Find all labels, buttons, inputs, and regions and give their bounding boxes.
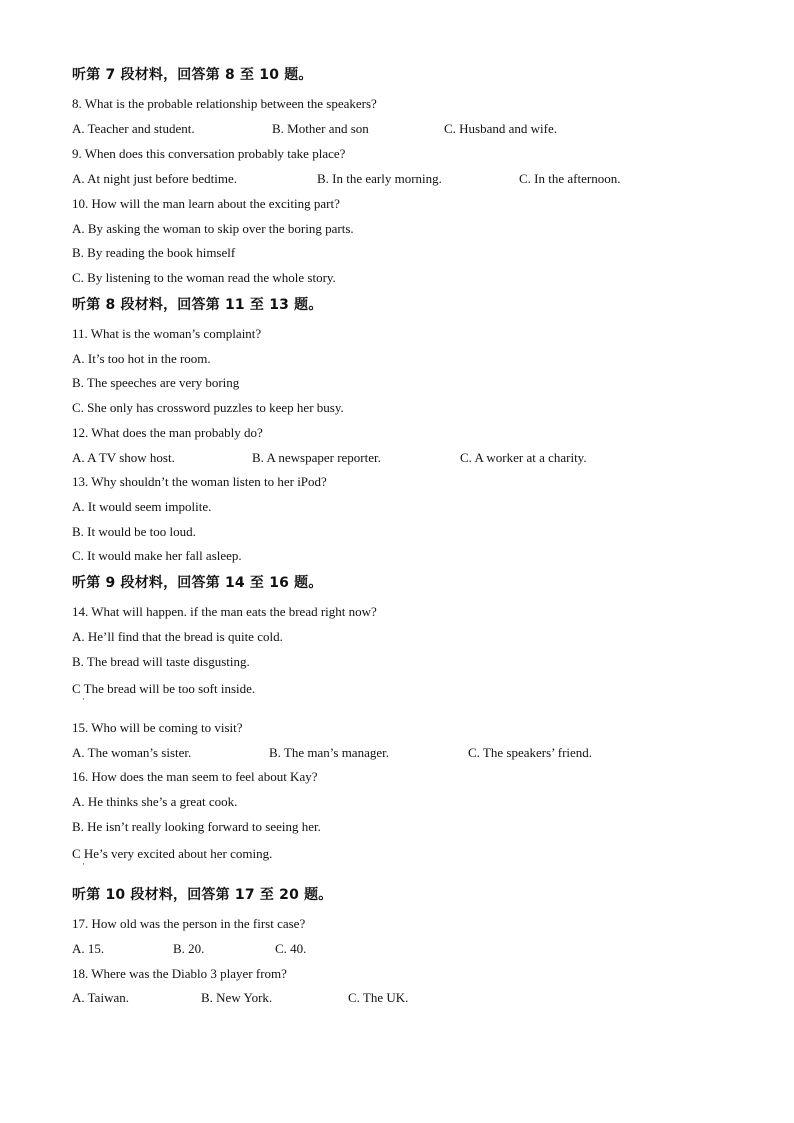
option-16a: A. He thinks she’s a great cook.	[72, 794, 238, 809]
question-18: 18. Where was the Diablo 3 player from?	[72, 966, 287, 981]
option-8c: C. Husband and wife.	[444, 121, 558, 136]
question-12: 12. What does the man probably do?	[72, 425, 263, 440]
option-14a: A. He’ll find that the bread is quite cold.	[72, 629, 283, 644]
option-13a: A. It would seem impolite.	[72, 499, 212, 514]
section-heading: 听第 9 段材料，回答第 14 至 16 题。	[72, 575, 323, 591]
option-15a: A. The woman’s sister.	[72, 745, 192, 760]
question-11: 11. What is the woman’s complaint?	[72, 326, 262, 341]
option-8b: B. Mother and son	[272, 121, 369, 136]
question-16: 16. How does the man seem to feel about Kay?	[72, 769, 318, 784]
option-11b: B. The speeches are very boring	[72, 375, 240, 390]
question-15: 15. Who will be coming to visit?	[72, 720, 243, 735]
section-heading: 听第 7 段材料，回答第 8 至 10 题。	[72, 67, 313, 83]
option-17b: B. 20.	[173, 941, 205, 956]
option-14b: B. The bread will taste disgusting.	[72, 654, 250, 669]
option-18a: A. Taiwan.	[72, 990, 129, 1005]
option-16b: B. He isn’t really looking forward to seeing her.	[72, 819, 321, 834]
option-9b: B. In the early morning.	[317, 171, 442, 186]
question-8: 8. What is the probable relationship between the speakers?	[72, 96, 377, 111]
option-18c: C. The UK.	[348, 990, 409, 1005]
option-17a: A. 15.	[72, 941, 105, 956]
question-17: 17. How old was the person in the first case?	[72, 916, 306, 931]
option-16c: C He’s very excited about her coming.	[72, 846, 273, 861]
option-10c: C. By listening to the woman read the whole story.	[72, 270, 336, 285]
question-13: 13. Why shouldn’t the woman listen to her iPod?	[72, 474, 327, 489]
section-heading: 听第 10 段材料，回答第 17 至 20 题。	[72, 887, 333, 903]
option-9a: A. At night just before bedtime.	[72, 171, 238, 186]
section-heading: 听第 8 段材料，回答第 11 至 13 题。	[72, 297, 323, 313]
option-14c: C The bread will be too soft inside.	[72, 681, 256, 696]
question-10: 10. How will the man learn about the exciting part?	[72, 196, 340, 211]
option-9c: C. In the afternoon.	[519, 171, 621, 186]
question-9: 9. When does this conversation probably take place?	[72, 146, 346, 161]
option-11a: A. It’s too hot in the room.	[72, 351, 211, 366]
option-12b: B. A newspaper reporter.	[252, 450, 381, 465]
option-10b: B. By reading the book himself	[72, 245, 236, 260]
question-14: 14. What will happen. if the man eats the bread right now?	[72, 604, 377, 619]
option-13b: B. It would be too loud.	[72, 524, 196, 539]
option-12a: A. A TV show host.	[72, 450, 175, 465]
option-11c: C. She only has crossword puzzles to keep her busy.	[72, 400, 344, 415]
option-15b: B. The man’s manager.	[269, 745, 389, 760]
option-10a: A. By asking the woman to skip over the boring parts.	[72, 221, 354, 236]
stray-dot: ·	[82, 694, 85, 704]
option-17c: C. 40.	[275, 941, 307, 956]
option-18b: B. New York.	[201, 990, 273, 1005]
option-8a: A. Teacher and student.	[72, 121, 195, 136]
option-12c: C. A worker at a charity.	[460, 450, 587, 465]
option-15c: C. The speakers’ friend.	[468, 745, 593, 760]
stray-dot: ·	[82, 859, 85, 869]
option-13c: C. It would make her fall asleep.	[72, 548, 242, 563]
